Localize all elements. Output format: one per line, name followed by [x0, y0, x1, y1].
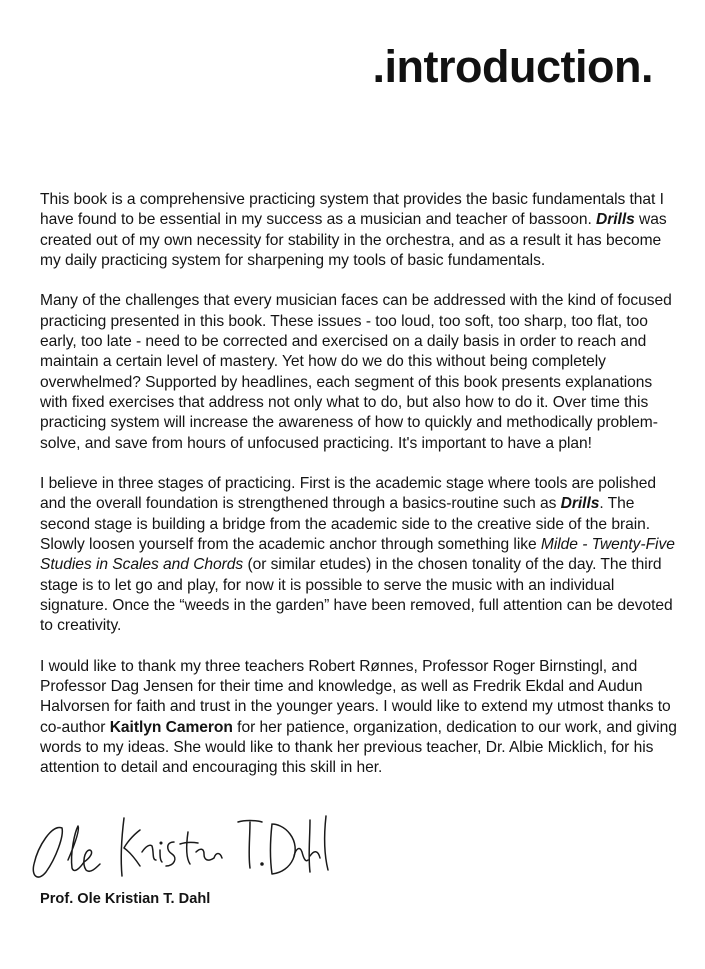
- paragraph-3: [40, 474, 680, 636]
- etude-book-title: Milde - Twenty-Five Studies in Scales and Chords: [40, 536, 675, 574]
- paragraph-4-text-c: for her patience, organization, dedication to our work, and giving words to my ideas. She would like to thank her previous teacher, Dr. Albie Micklich, for his attention to detail and encouraging this skill in her.: [40, 718, 677, 777]
- paragraph-3-text-a: I believe in three stages of practicing. First is the academic stage where tools are polished and the overall foundation is strengthened through a basics-routine such as: [40, 475, 656, 513]
- co-author-name: Kaitlyn Cameron: [109, 718, 233, 736]
- book-title-drills: Drills: [560, 495, 600, 513]
- paragraph-2: [40, 291, 680, 453]
- book-title-drills: Drills: [596, 211, 635, 229]
- paragraph-2-text-a: Many of the challenges that every musician faces can be addressed with the kind of focused practicing presented in this book. These issues - too loud, too soft, too sharp, too flat, too early, too late - need to be corrected and exercised on a daily basis in order to reach and maintain a certain level of mastery. Yet how do we do this without being completely overwhelmed? Supported by headlines, each segment of this book presents explanations with fixed exercises that address not only what to do, but also how to do it. Over time this practicing system will increase the awareness of how to quickly and methodically problem-solve, and save from hours of unfocused practicing. It's important to have a plan!: [40, 292, 672, 452]
- paragraph-4: [40, 657, 680, 779]
- paragraph-3-text-e: (or similar etudes) in the chosen tonality of the day. The third stage is to let go and play, for now it is possible to serve the music with an individual signature. Once the “weeds in the garden” have been removed, full attention can be devoted to creativity.: [40, 556, 673, 635]
- paragraph-1-text-a: This book is a comprehensive practicing system that provides the basic fundamentals that I have found to be essential in my success as a musician and teacher of bassoon.: [40, 191, 664, 229]
- paragraph-3-text-c: . The second stage is building a bridge from the academic side to the creative side of the brain. Slowly loosen yourself from the academic anchor through something like: [40, 495, 651, 554]
- handwritten-signature: [28, 812, 338, 892]
- paragraph-4-text-a: I would like to thank my three teachers Robert Rønnes, Professor Roger Birnstingl, and Professor Dag Jensen for their time and knowledge, as well as Fredrik Ekdal and Audun Halvorsen for faith and trust in the younger years. I would like to extend my utmost thanks to co-author: [40, 657, 671, 736]
- paragraph-1: [40, 190, 680, 271]
- author-name: Prof. Ole Kristian T. Dahl: [40, 891, 211, 907]
- introduction-body: [40, 190, 680, 779]
- page-title: .introduction.: [372, 41, 653, 92]
- paragraph-1-text-c: was created out of my own necessity for stability in the orchestra, and as a result it has become my daily practicing system for sharpening my tools of basic fundamentals.: [40, 211, 667, 269]
